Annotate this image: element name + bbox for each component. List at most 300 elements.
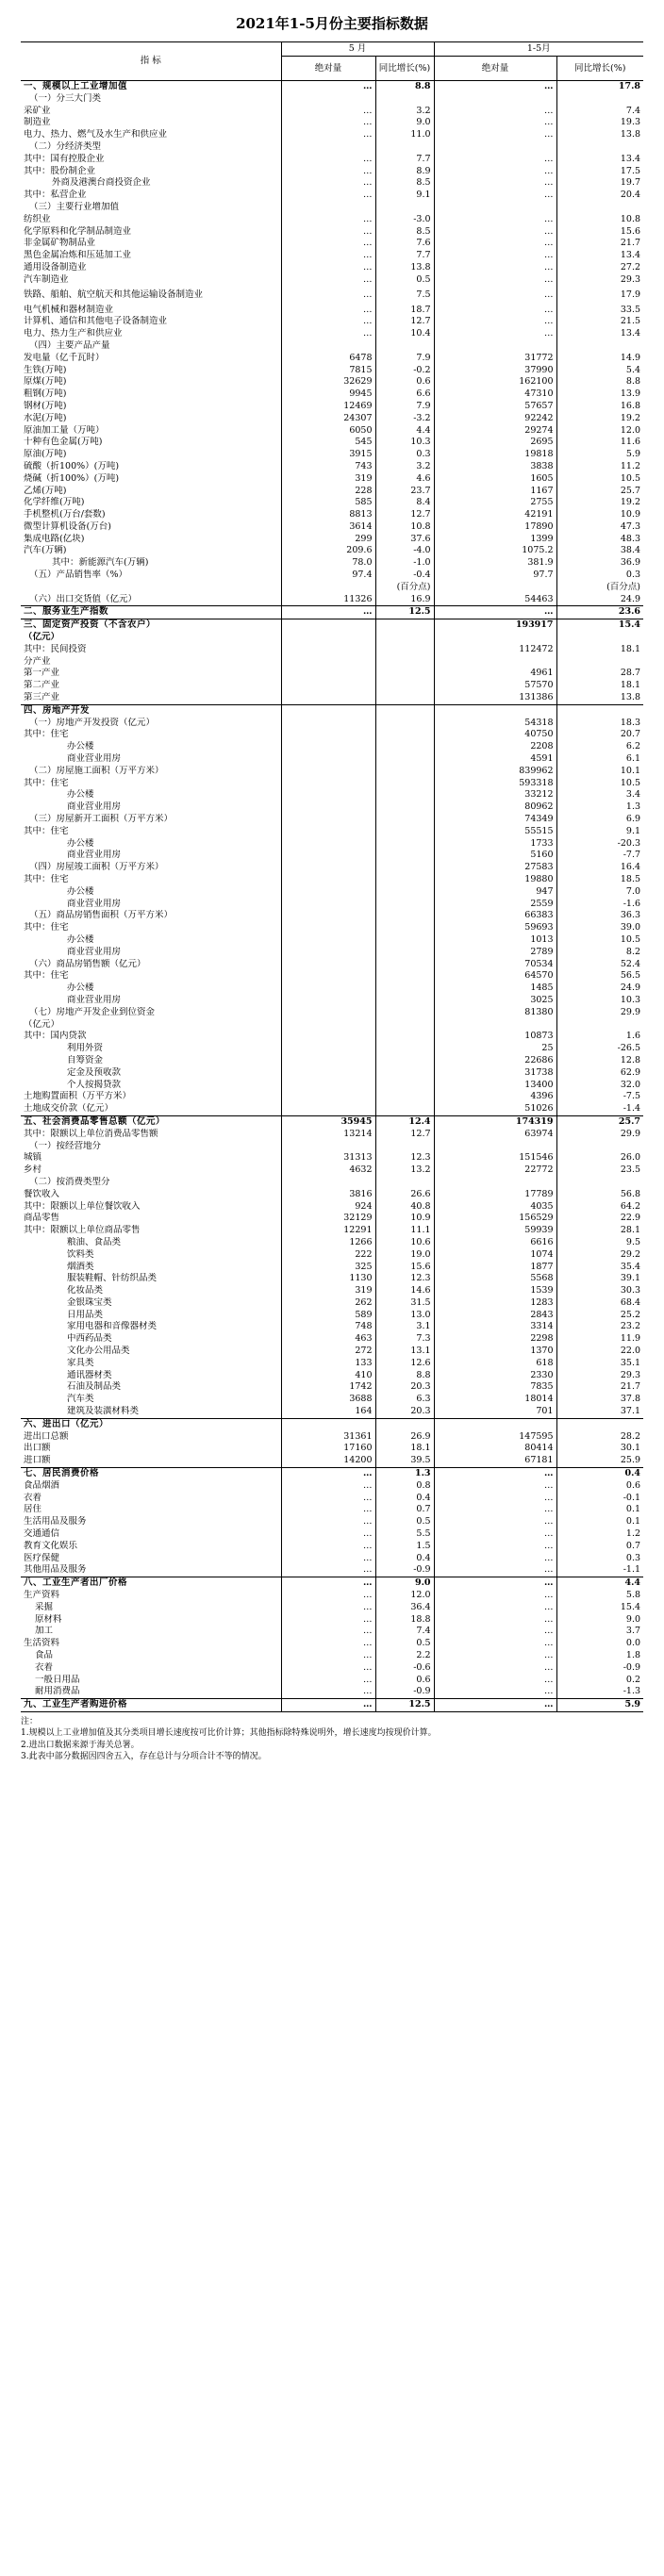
cumulative-growth-cell: 3.7 — [556, 1626, 643, 1638]
indicator-cell: 出口额 — [24, 1443, 51, 1454]
cumulative-growth-cell: 28.2 — [556, 1431, 643, 1444]
month-growth-cell: 8.9 — [375, 166, 434, 178]
table-row — [21, 93, 643, 106]
cumulative-growth-cell: 48.3 — [556, 534, 643, 546]
cumulative-absolute-cell: … — [434, 1564, 556, 1577]
month-absolute-cell — [281, 899, 375, 911]
month-growth-cell: 0.4 — [375, 1493, 434, 1505]
indicator-cell: 加工 — [35, 1626, 54, 1637]
month-absolute-cell: … — [281, 1493, 375, 1505]
section-row — [21, 606, 643, 619]
cumulative-growth-cell: 32.0 — [556, 1080, 643, 1092]
table-row — [21, 1019, 643, 1032]
cumulative-absolute-cell: 6616 — [434, 1237, 556, 1249]
month-growth-cell — [375, 668, 434, 680]
month-growth-cell: 8.5 — [375, 177, 434, 190]
month-growth-cell — [375, 1019, 434, 1032]
table-row — [21, 644, 643, 656]
indicator-cell: 乡村 — [24, 1164, 42, 1176]
month-growth-cell: 13.2 — [375, 1164, 434, 1177]
cumulative-absolute-cell: … — [434, 274, 556, 287]
month-growth-cell — [375, 1043, 434, 1055]
indicator-cell: 进口额 — [24, 1455, 51, 1466]
cumulative-growth-cell: 1.3 — [556, 801, 643, 814]
month-growth-cell: -3.0 — [375, 214, 434, 226]
indicator-cell: 乙烯(万吨) — [24, 485, 67, 496]
cumulative-absolute-cell — [434, 141, 556, 154]
cumulative-absolute-cell: … — [434, 1675, 556, 1687]
month-growth-cell — [375, 850, 434, 862]
month-absolute-cell: … — [281, 1675, 375, 1687]
table-row — [21, 1043, 643, 1055]
cumulative-absolute-cell: 31738 — [434, 1067, 556, 1080]
indicator-cell: 第三产业 — [24, 692, 60, 703]
cumulative-absolute-cell: 80414 — [434, 1443, 556, 1455]
month-growth-cell: 12.3 — [375, 1273, 434, 1285]
month-absolute-cell: 133 — [281, 1358, 375, 1370]
table-row — [21, 1455, 643, 1467]
month-growth-cell — [375, 899, 434, 911]
indicator-cell: 金银珠宝类 — [67, 1296, 112, 1308]
month-growth-cell — [375, 753, 434, 766]
cumulative-absolute-cell: … — [434, 154, 556, 166]
indicator-cell: （亿元） — [24, 632, 60, 643]
month-growth-cell — [375, 995, 434, 1007]
indicator-cell: 其中：国有控股企业 — [24, 153, 105, 164]
footnote-line: 1.规模以上工业增加值及其分类项目增长速度按可比价计算；其他指标除特殊说明外，增长速度均按现价计算。 — [21, 1728, 437, 1739]
table-row — [21, 741, 643, 753]
month-growth-cell — [375, 983, 434, 995]
month-absolute-cell: 12291 — [281, 1225, 375, 1237]
cumulative-absolute-cell: 593318 — [434, 778, 556, 790]
month-growth-cell — [375, 959, 434, 971]
cumulative-growth-cell: -20.3 — [556, 838, 643, 850]
indicator-table — [21, 41, 643, 1712]
table-row — [21, 461, 643, 473]
table-row — [21, 983, 643, 995]
cumulative-growth-cell: 13.4 — [556, 250, 643, 262]
cumulative-growth-cell: 13.4 — [556, 328, 643, 340]
cumulative-growth-cell: 56.5 — [556, 970, 643, 983]
month-absolute-cell — [281, 1080, 375, 1092]
cumulative-growth-cell: 0.3 — [556, 1553, 643, 1565]
month-absolute-cell — [281, 340, 375, 353]
month-growth-cell — [375, 910, 434, 922]
cumulative-absolute-cell — [434, 1418, 556, 1430]
cumulative-growth-cell — [556, 1141, 643, 1153]
indicator-cell: （四）主要产品产量 — [29, 339, 110, 351]
cumulative-growth-cell: 11.9 — [556, 1333, 643, 1346]
cumulative-growth-cell: 0.4 — [556, 1468, 643, 1480]
month-growth-cell: 9.0 — [375, 1577, 434, 1590]
cumulative-absolute-cell: … — [434, 238, 556, 250]
cumulative-absolute-cell: … — [434, 328, 556, 340]
month-absolute-cell — [281, 141, 375, 154]
table-row — [21, 177, 643, 190]
cumulative-growth-cell: -1.6 — [556, 899, 643, 911]
cumulative-growth-cell: (百分点) — [556, 582, 643, 594]
indicator-cell: （五）产品销售率（%） — [29, 570, 128, 581]
month-growth-cell — [375, 801, 434, 814]
month-absolute-cell — [281, 766, 375, 778]
indicator-cell: 定金及预收款 — [67, 1066, 122, 1078]
table-row — [21, 922, 643, 934]
indicator-cell: （二）房屋施工面积（万平方米） — [29, 765, 164, 776]
table-row — [21, 1564, 643, 1577]
cumulative-growth-cell: 8.8 — [556, 376, 643, 388]
indicator-cell: 商业营业用房 — [67, 801, 122, 813]
cumulative-absolute-cell: … — [434, 1699, 556, 1712]
month-growth-cell — [375, 741, 434, 753]
table-row — [21, 778, 643, 790]
month-growth-cell — [375, 340, 434, 353]
month-growth-cell: 13.8 — [375, 262, 434, 274]
cumulative-absolute-cell: 22772 — [434, 1164, 556, 1177]
cumulative-growth-cell: 10.5 — [556, 934, 643, 947]
month-absolute-cell — [281, 995, 375, 1007]
indicator-cell: 交通通信 — [24, 1528, 60, 1540]
table-row — [21, 437, 643, 449]
cumulative-growth-cell: 13.4 — [556, 154, 643, 166]
month-absolute-cell — [281, 729, 375, 741]
cumulative-absolute-cell: 59693 — [434, 922, 556, 934]
cumulative-absolute-cell: 13400 — [434, 1080, 556, 1092]
table-row — [21, 814, 643, 826]
table-row — [21, 947, 643, 959]
month-growth-header: 同比增长(%) — [375, 57, 434, 81]
indicator-cell: 教育文化娱乐 — [24, 1540, 78, 1551]
table-row — [21, 1504, 643, 1516]
cumulative-growth-cell: 39.1 — [556, 1273, 643, 1285]
table-row — [21, 486, 643, 498]
table-row — [21, 1201, 643, 1214]
cumulative-absolute-cell: 54318 — [434, 718, 556, 730]
month-absolute-cell: 8813 — [281, 509, 375, 521]
table-row — [21, 328, 643, 340]
indicator-cell: 一般日用品 — [35, 1674, 80, 1685]
cumulative-growth-cell: 10.3 — [556, 995, 643, 1007]
indicator-cell: 六、进出口（亿元） — [21, 1418, 281, 1430]
indicator-cell: 一、规模以上工业增加值 — [21, 81, 281, 93]
month-absolute-cell — [281, 656, 375, 669]
cumulative-absolute-cell: 3314 — [434, 1321, 556, 1333]
table-row — [21, 117, 643, 129]
section-row — [21, 1468, 643, 1480]
month-absolute-cell: 31361 — [281, 1431, 375, 1444]
cumulative-growth-cell — [556, 340, 643, 353]
table-row — [21, 1285, 643, 1297]
month-growth-cell — [375, 1103, 434, 1115]
month-absolute-cell — [281, 704, 375, 717]
cumulative-absolute-cell: 174319 — [434, 1115, 556, 1128]
cumulative-absolute-cell — [434, 340, 556, 353]
cumulative-growth-cell: 29.9 — [556, 1129, 643, 1141]
cumulative-absolute-cell: 55515 — [434, 826, 556, 838]
month-absolute-cell: … — [281, 1480, 375, 1493]
cumulative-absolute-cell: 25 — [434, 1043, 556, 1055]
table-row — [21, 141, 643, 154]
cumulative-growth-cell: 19.2 — [556, 413, 643, 425]
footnote-line: 注： — [21, 1716, 39, 1726]
month-absolute-cell: 585 — [281, 497, 375, 509]
indicator-cell: 食品烟酒 — [24, 1479, 60, 1491]
cumulative-absolute-cell — [434, 202, 556, 214]
month-absolute-cell: 13214 — [281, 1129, 375, 1141]
cumulative-growth-cell — [556, 1019, 643, 1032]
report-page — [21, 6, 643, 1763]
table-row — [21, 766, 643, 778]
table-row — [21, 729, 643, 741]
month-absolute-cell: 325 — [281, 1262, 375, 1274]
month-absolute-cell: 164 — [281, 1406, 375, 1418]
cumulative-absolute-cell: … — [434, 1528, 556, 1541]
cumulative-growth-cell: 36.9 — [556, 557, 643, 570]
cumulative-absolute-cell: 70534 — [434, 959, 556, 971]
table-row — [21, 316, 643, 328]
cumulative-period-header: 1-5月 — [434, 42, 643, 57]
month-absolute-cell — [281, 934, 375, 947]
table-row — [21, 340, 643, 353]
month-absolute-cell — [281, 202, 375, 214]
cumulative-absolute-cell: 1283 — [434, 1297, 556, 1310]
indicator-cell: 采矿业 — [24, 105, 51, 116]
cumulative-growth-cell: 28.7 — [556, 668, 643, 680]
month-growth-cell: 11.0 — [375, 129, 434, 141]
indicator-cell: 七、居民消费价格 — [21, 1468, 281, 1480]
month-absolute-cell — [281, 1055, 375, 1067]
month-growth-cell: 18.1 — [375, 1443, 434, 1455]
month-growth-cell — [375, 922, 434, 934]
cumulative-growth-cell: 10.5 — [556, 473, 643, 486]
cumulative-growth-cell: 18.1 — [556, 644, 643, 656]
cumulative-growth-cell: 12.0 — [556, 425, 643, 438]
month-growth-cell — [375, 1055, 434, 1067]
table-row — [21, 1129, 643, 1141]
table-row — [21, 838, 643, 850]
table-row — [21, 449, 643, 461]
cumulative-absolute-cell: 5160 — [434, 850, 556, 862]
month-growth-cell — [375, 886, 434, 899]
indicator-cell: 电力、热力、燃气及水生产和供应业 — [24, 129, 168, 140]
month-absolute-cell — [281, 1103, 375, 1115]
month-absolute-cell — [281, 922, 375, 934]
table-row — [21, 1406, 643, 1418]
month-growth-cell — [375, 704, 434, 717]
cumulative-growth-cell: 28.1 — [556, 1225, 643, 1237]
month-growth-cell — [375, 1141, 434, 1153]
cumulative-growth-cell: 0.0 — [556, 1638, 643, 1650]
cumulative-growth-cell — [556, 202, 643, 214]
month-absolute-cell: … — [281, 274, 375, 287]
cumulative-absolute-cell: 80962 — [434, 801, 556, 814]
table-row — [21, 1528, 643, 1541]
month-growth-cell: 7.7 — [375, 250, 434, 262]
cumulative-absolute-cell: … — [434, 1626, 556, 1638]
month-growth-cell: 10.4 — [375, 328, 434, 340]
month-growth-cell — [375, 141, 434, 154]
table-row — [21, 1431, 643, 1444]
table-row — [21, 1590, 643, 1602]
month-absolute-header: 绝对量 — [281, 57, 375, 81]
cumulative-absolute-cell: … — [434, 1577, 556, 1590]
section-row — [21, 619, 643, 632]
cumulative-growth-cell: 13.8 — [556, 129, 643, 141]
month-absolute-cell: … — [281, 226, 375, 239]
cumulative-absolute-cell: 22686 — [434, 1055, 556, 1067]
indicator-cell: 其中：私营企业 — [24, 190, 87, 201]
month-absolute-cell: 743 — [281, 461, 375, 473]
cumulative-growth-cell: 35.1 — [556, 1358, 643, 1370]
indicator-cell: 其中：限额以上单位餐饮收入 — [24, 1200, 141, 1212]
indicator-cell: 纺织业 — [24, 213, 51, 224]
month-absolute-cell — [281, 718, 375, 730]
indicator-cell: 其中：住宅 — [24, 874, 69, 884]
cumulative-growth-cell: 15.4 — [556, 619, 643, 632]
cumulative-absolute-cell: 59939 — [434, 1225, 556, 1237]
indicator-cell: 烟酒类 — [67, 1261, 94, 1272]
month-absolute-cell: 748 — [281, 1321, 375, 1333]
indicator-cell: 文化办公用品类 — [67, 1346, 130, 1357]
month-absolute-cell — [281, 1141, 375, 1153]
month-growth-cell — [375, 838, 434, 850]
cumulative-growth-cell: 6.9 — [556, 814, 643, 826]
indicator-cell: 其中：限额以上单位消费品零售额 — [24, 1128, 158, 1139]
cumulative-growth-cell: 35.4 — [556, 1262, 643, 1274]
cumulative-growth-cell: -1.4 — [556, 1103, 643, 1115]
indicator-cell: 粗钢(万吨) — [24, 388, 67, 400]
month-absolute-cell — [281, 910, 375, 922]
indicator-cell: （一）分三大门类 — [29, 92, 102, 104]
table-row — [21, 959, 643, 971]
month-absolute-cell: … — [281, 1638, 375, 1650]
table-row — [21, 826, 643, 838]
month-absolute-cell — [281, 753, 375, 766]
cumulative-absolute-cell: 1605 — [434, 473, 556, 486]
month-absolute-cell — [281, 826, 375, 838]
indicator-cell: 外商及港澳台商投资企业 — [52, 177, 151, 189]
table-row — [21, 305, 643, 317]
month-growth-cell: 11.1 — [375, 1225, 434, 1237]
indicator-cell: 化妆品类 — [67, 1285, 104, 1296]
cumulative-growth-cell: 10.9 — [556, 509, 643, 521]
month-growth-cell: 12.0 — [375, 1590, 434, 1602]
indicator-cell: 原油加工量（万吨） — [24, 424, 105, 436]
table-row — [21, 154, 643, 166]
cumulative-absolute-cell: … — [434, 1504, 556, 1516]
table-row — [21, 1141, 643, 1153]
month-absolute-cell: … — [281, 1650, 375, 1662]
month-growth-cell: 31.5 — [375, 1297, 434, 1310]
month-absolute-cell: … — [281, 1626, 375, 1638]
month-absolute-cell — [281, 814, 375, 826]
table-row — [21, 1152, 643, 1164]
cumulative-absolute-cell: … — [434, 1650, 556, 1662]
cumulative-absolute-cell: 64570 — [434, 970, 556, 983]
month-absolute-cell: … — [281, 262, 375, 274]
cumulative-absolute-cell: 33212 — [434, 789, 556, 801]
section-row — [21, 704, 643, 717]
month-growth-cell: 12.5 — [375, 606, 434, 619]
table-row — [21, 1213, 643, 1225]
month-absolute-cell: 924 — [281, 1201, 375, 1214]
cumulative-growth-cell — [556, 704, 643, 717]
month-absolute-cell: … — [281, 106, 375, 118]
indicator-cell: 进出口总额 — [24, 1430, 69, 1442]
cumulative-absolute-cell: … — [434, 117, 556, 129]
indicator-cell: （四）房屋竣工面积（万平方米） — [29, 862, 164, 873]
table-row — [21, 1394, 643, 1406]
cumulative-growth-cell: 10.8 — [556, 214, 643, 226]
month-absolute-cell: … — [281, 1516, 375, 1528]
month-absolute-cell: … — [281, 1662, 375, 1675]
cumulative-growth-cell — [556, 93, 643, 106]
month-growth-cell — [375, 93, 434, 106]
month-growth-cell — [375, 202, 434, 214]
indicator-cell: （亿元） — [24, 1018, 60, 1030]
month-absolute-cell — [281, 1019, 375, 1032]
indicator-cell: 生活资料 — [24, 1638, 60, 1649]
table-row — [21, 1080, 643, 1092]
month-growth-cell: -0.6 — [375, 1662, 434, 1675]
cumulative-growth-cell: 13.8 — [556, 692, 643, 704]
cumulative-growth-cell: 5.9 — [556, 1699, 643, 1712]
month-growth-cell: 2.2 — [375, 1650, 434, 1662]
month-growth-cell: 40.8 — [375, 1201, 434, 1214]
cumulative-growth-cell: 29.2 — [556, 1249, 643, 1262]
month-growth-cell: 15.6 — [375, 1262, 434, 1274]
month-absolute-cell: 6050 — [281, 425, 375, 438]
table-row — [21, 1321, 643, 1333]
month-growth-cell — [375, 814, 434, 826]
cumulative-absolute-cell: 4591 — [434, 753, 556, 766]
table-row — [21, 129, 643, 141]
cumulative-growth-cell: 0.1 — [556, 1504, 643, 1516]
month-absolute-cell: 32129 — [281, 1213, 375, 1225]
indicator-cell: 微型计算机设备(万台) — [24, 520, 111, 532]
indicator-cell: 食品 — [35, 1650, 54, 1660]
footnote-line: 3.此表中部分数据因四舍五入，存在总计与分项合计不等的情况。 — [21, 1752, 267, 1762]
month-absolute-cell: 11326 — [281, 594, 375, 606]
month-growth-cell: 10.6 — [375, 1237, 434, 1249]
indicator-cell: 十种有色金属(万吨) — [24, 437, 103, 448]
table-row — [21, 1237, 643, 1249]
month-growth-cell: 12.5 — [375, 1699, 434, 1712]
cumulative-absolute-cell: … — [434, 81, 556, 93]
cumulative-absolute-cell: … — [434, 129, 556, 141]
cumulative-absolute-cell: 2789 — [434, 947, 556, 959]
month-absolute-cell: 319 — [281, 473, 375, 486]
cumulative-growth-cell: 20.7 — [556, 729, 643, 741]
month-absolute-cell: 12469 — [281, 401, 375, 413]
indicator-cell: 日用品类 — [67, 1309, 104, 1320]
table-row — [21, 425, 643, 438]
month-growth-cell — [375, 826, 434, 838]
table-row — [21, 1225, 643, 1237]
indicator-cell: 通讯器材类 — [67, 1369, 112, 1380]
cumulative-growth-cell: 22.0 — [556, 1346, 643, 1358]
cumulative-absolute-cell: … — [434, 1686, 556, 1698]
month-absolute-cell — [281, 862, 375, 874]
month-growth-cell: 4.4 — [375, 425, 434, 438]
month-growth-cell: 20.3 — [375, 1381, 434, 1394]
cumulative-growth-cell: -1.1 — [556, 1564, 643, 1577]
cumulative-growth-cell: -7.5 — [556, 1091, 643, 1103]
table-row — [21, 238, 643, 250]
month-growth-cell: 0.3 — [375, 449, 434, 461]
table-row — [21, 166, 643, 178]
month-absolute-cell — [281, 886, 375, 899]
table-row — [21, 1067, 643, 1080]
